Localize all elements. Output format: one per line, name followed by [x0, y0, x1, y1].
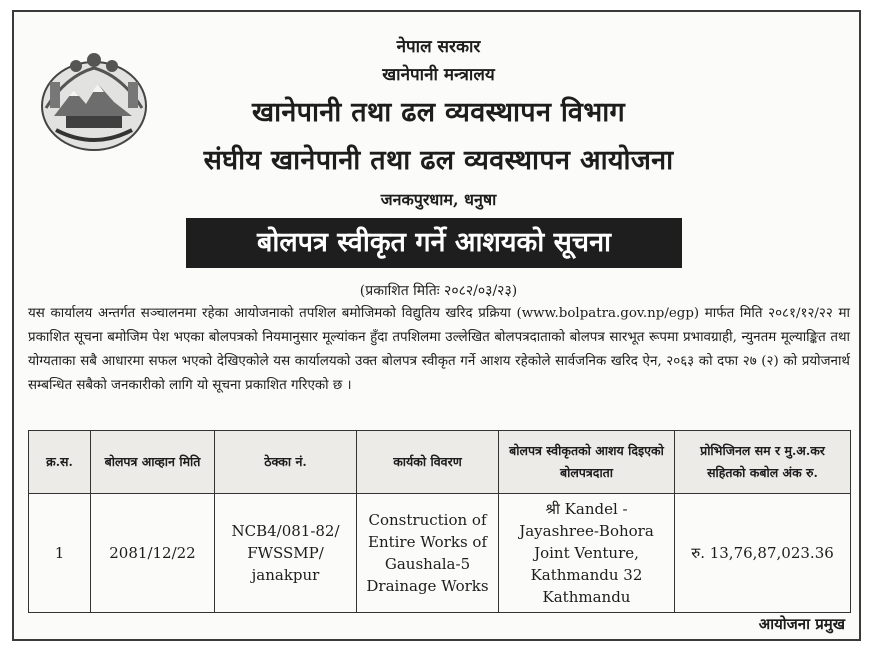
table-row [29, 494, 851, 613]
header-description: कार्यको विवरण [357, 431, 499, 494]
department-title: खानेपानी तथा ढल व्यवस्थापन विभाग [251, 97, 626, 128]
cell-amount: रु. 13,76,87,023.36 [675, 494, 851, 613]
cell-bidder: श्री Kandel - Jayashree-Bohora Joint Venture, Kathmandu 32 Kathmandu [499, 494, 675, 613]
government-title: नेपाल सरकार [396, 37, 481, 57]
header-bid-date: बोलपत्र आव्हान मिति [91, 431, 215, 494]
header-amount: प्रोभिजिनल सम र मु.अ.कर सहितको कबोल अंक रु. [675, 431, 851, 494]
ministry-title: खानेपानी मन्त्रालय [382, 65, 495, 85]
location-text: जनकपुरधाम, धनुषा [380, 190, 497, 209]
cell-description: Construction of Entire Works of Gaushala-5 Drainage Works [357, 494, 499, 613]
header-serial: क्र.स. [29, 431, 91, 494]
table-header-row [29, 431, 851, 494]
bid-table [28, 430, 851, 613]
published-date: (प्रकाशित मितिः २०८२/०३/२३) [359, 283, 518, 299]
cell-contract-no: NCB4/081-82/ FWSSMP/ janakpur [215, 494, 357, 613]
signature-label: आयोजना प्रमुख [758, 615, 845, 633]
notice-body-text: यस कार्यालय अन्तर्गत सञ्चालनमा रहेका आयोजनाको तपशिल बमोजिमको विद्युतिय खरिद प्रक्रिया (www.bolpatra.gov.np/egp) मार्फत मिति २०८१/१२/२२ मा प्रकाशित सूचना बमोजिम पेश भएका बोलपत्रको नियमानुसार मूल्यांकन हुँदा तपशिलमा उल्लेखित बोलपत्रदाताको बोलपत्र सारभूत रूपमा प्रभावग्राही, न्युनतम मूल्याङ्कित तथा योग्यताका सबै आधारमा सफल भएको देखिएकोले यस कार्यालयको उक्त बोलपत्र स्वीकृत गर्ने आशय रहेकोले सार्वजनिक खरिद ऐन, २०६३ को दफा २७ (२) को प्रयोजनार्थ सम्बन्धित सबैको जनकारीको लागि यो सूचना प्रकाशित गरिएको छ । [28, 306, 850, 393]
notice-frame [12, 10, 861, 641]
project-title: संघीय खानेपानी तथा ढल व्यवस्थापन आयोजना [203, 145, 674, 176]
cell-serial: 1 [29, 494, 91, 613]
notice-title-banner: बोलपत्र स्वीकृत गर्ने आशयको सूचना [186, 218, 682, 268]
header-contract-no: ठेक्का नं. [215, 431, 357, 494]
cell-bid-date: 2081/12/22 [91, 494, 215, 613]
header-bidder: बोलपत्र स्वीकृतको आशय दिइएको बोलपत्रदाता [499, 431, 675, 494]
